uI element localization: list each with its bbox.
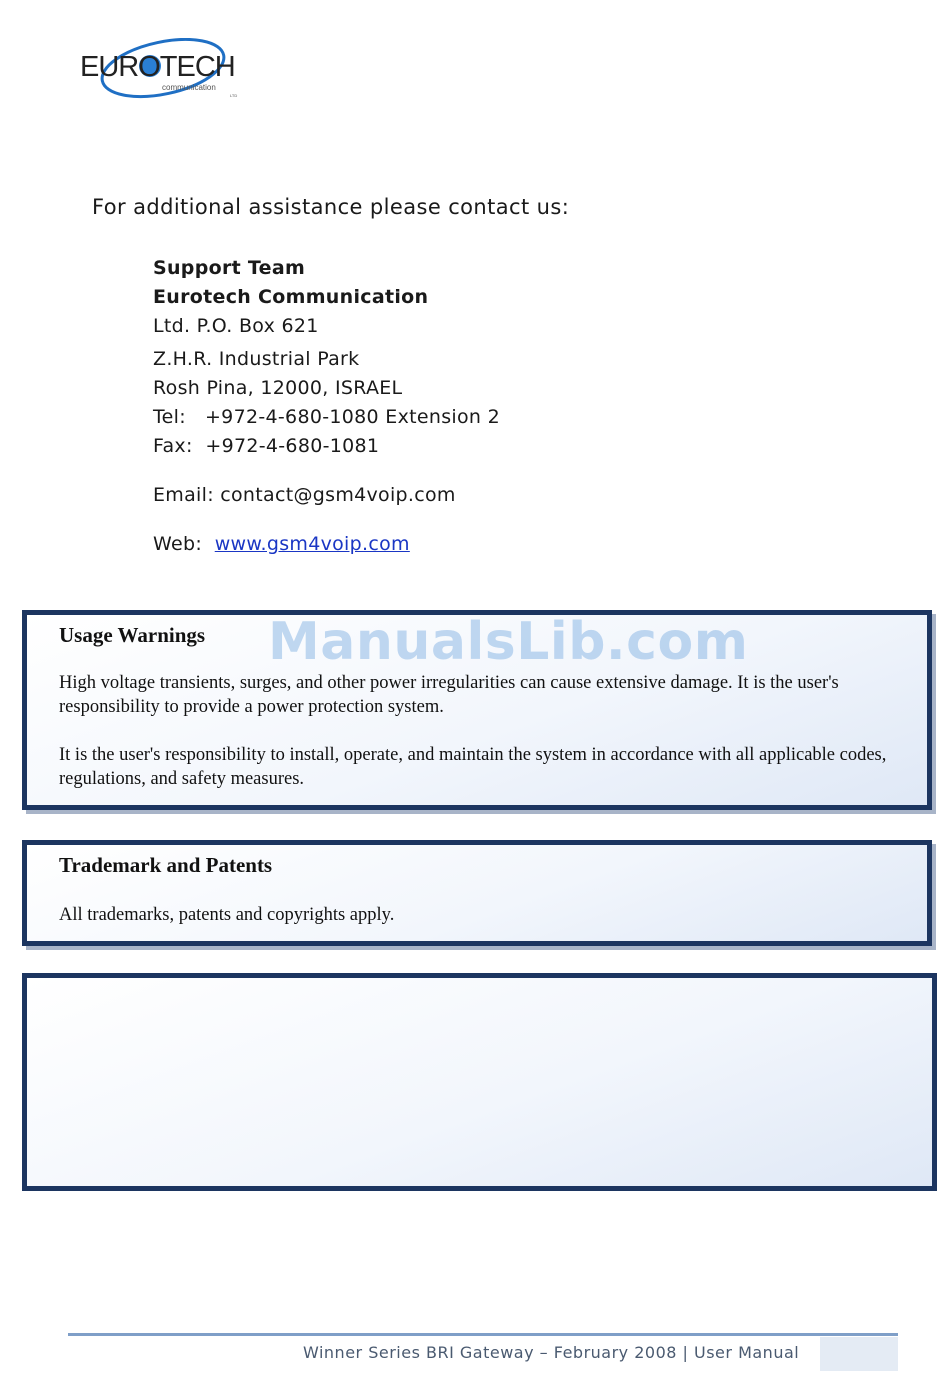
usage-warning-paragraph-2: It is the user's responsibility to install, operate, and maintain the system in accordance with all applicable codes, regulations, and safety measures. — [59, 745, 887, 789]
trademark-box — [22, 840, 932, 946]
company-name: Eurotech Communication — [153, 286, 429, 308]
svg-text:communication: communication — [162, 83, 216, 92]
city: Rosh Pina, 12000, ISRAEL — [153, 377, 403, 399]
website-link[interactable]: www.gsm4voip.com — [214, 533, 410, 555]
email: Email: contact@gsm4voip.com — [153, 484, 456, 506]
usage-warnings-title: Usage Warnings — [59, 623, 206, 647]
svg-text:LTD: LTD — [230, 93, 238, 98]
footer-page-block — [820, 1337, 898, 1371]
web-label: Web: — [153, 533, 215, 555]
telephone: Tel: +972-4-680-1080 Extension 2 — [153, 406, 500, 428]
web — [153, 532, 500, 561]
eurotech-logo — [78, 38, 248, 100]
svg-text:EUROTECH: EUROTECH — [80, 51, 235, 83]
trademark-paragraph: All trademarks, patents and copyrights apply. — [59, 905, 395, 925]
usage-warning-paragraph-1: High voltage transients, surges, and other power irregularities can cause extensive damage. It is the user's responsibility to provide a power protection system. — [59, 673, 839, 717]
industrial-park: Z.H.R. Industrial Park — [153, 348, 360, 370]
empty-box — [22, 973, 937, 1191]
footer-rule — [68, 1333, 898, 1336]
trademark-title: Trademark and Patents — [59, 853, 273, 877]
manualslib-watermark: ManualsLib.com — [268, 612, 749, 672]
footer-text: Winner Series BRI Gateway – February 2008 | User Manual — [303, 1343, 800, 1362]
contact-block — [153, 256, 500, 561]
po-box: Ltd. P.O. Box 621 — [153, 315, 319, 337]
fax: Fax: +972-4-680-1081 — [153, 435, 380, 457]
assistance-intro: For additional assistance please contact us: — [92, 195, 570, 219]
support-team: Support Team — [153, 257, 306, 279]
